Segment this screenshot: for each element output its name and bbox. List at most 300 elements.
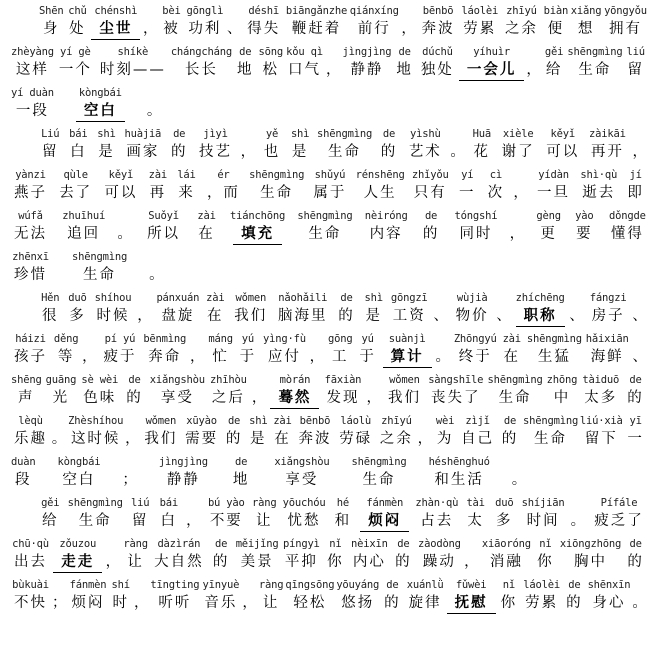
pinyin: de bbox=[386, 579, 399, 591]
hanzi: 终于 bbox=[458, 349, 492, 365]
annotated-word bbox=[522, 579, 561, 613]
hanzi: 、 bbox=[632, 349, 647, 365]
pinyin: yōuyáng bbox=[336, 579, 380, 591]
annotated-word bbox=[310, 169, 349, 203]
pinyin: fāxiàn bbox=[324, 374, 362, 386]
annotated-word bbox=[560, 538, 621, 572]
hanzi: 一旦 bbox=[537, 185, 571, 201]
annotated-word bbox=[143, 333, 186, 367]
hanzi: 是 bbox=[98, 144, 115, 160]
hanzi: 海鲜 bbox=[590, 349, 624, 365]
annotated-word bbox=[356, 333, 379, 367]
pinyin: yīnyuè bbox=[202, 579, 240, 591]
annotated-word bbox=[624, 169, 647, 203]
pinyin: gěi bbox=[41, 497, 60, 509]
hanzi: 生命 bbox=[328, 144, 362, 160]
pinyin: yōngyǒu bbox=[604, 5, 647, 17]
hanzi: 。 bbox=[51, 431, 67, 447]
hanzi: 我们 bbox=[387, 390, 421, 406]
hanzi: ， bbox=[513, 185, 528, 201]
punctuation bbox=[450, 128, 465, 162]
pinyin: shēng bbox=[11, 374, 42, 386]
annotated-word bbox=[185, 5, 224, 39]
pinyin: Huā bbox=[472, 128, 491, 140]
pinyin: sàngshīle bbox=[428, 374, 484, 386]
pinyin: shēngmìng bbox=[526, 333, 582, 345]
annotated-word bbox=[259, 579, 284, 613]
punctuation bbox=[134, 579, 149, 613]
pinyin: wǒmen bbox=[145, 415, 177, 427]
underlined-word bbox=[230, 210, 285, 245]
hanzi: ， bbox=[105, 554, 121, 570]
pinyin: bēnbō bbox=[299, 415, 331, 427]
punctuation bbox=[242, 579, 257, 613]
hanzi: 所以 bbox=[147, 226, 181, 242]
pinyin: biàn bbox=[543, 5, 569, 17]
hanzi: 。 bbox=[435, 349, 450, 365]
hanzi: 技艺 bbox=[199, 144, 233, 160]
hanzi: 长长 bbox=[184, 62, 218, 78]
punctuation bbox=[366, 374, 381, 408]
pinyin: bèi bbox=[162, 5, 181, 17]
annotated-word bbox=[573, 210, 596, 244]
hanzi: ， bbox=[240, 144, 256, 160]
pinyin: shíhou bbox=[94, 292, 132, 304]
annotated-word bbox=[129, 497, 152, 531]
hanzi: 丧失了 bbox=[431, 390, 481, 406]
pinyin: měijǐng bbox=[235, 538, 279, 550]
hanzi: 于 bbox=[239, 349, 257, 365]
hanzi: 留 bbox=[131, 513, 149, 529]
annotated-word bbox=[624, 46, 647, 80]
hanzi: 疲乏了 bbox=[594, 513, 644, 529]
pinyin: hǎixiān bbox=[585, 333, 629, 345]
annotated-word bbox=[406, 579, 445, 613]
hanzi: 去了 bbox=[59, 185, 93, 201]
pinyin: zhuīhuí bbox=[62, 210, 106, 222]
pinyin: wúfǎ bbox=[18, 210, 43, 222]
hanzi: 白 bbox=[70, 144, 87, 160]
pinyin: fángzi bbox=[589, 292, 627, 304]
hanzi: 时间 bbox=[526, 513, 560, 529]
pinyin: yìng·fù bbox=[262, 333, 306, 345]
annotated-word bbox=[100, 333, 139, 367]
pinyin: bú yào bbox=[207, 497, 245, 509]
annotated-word bbox=[418, 46, 457, 80]
text-line bbox=[11, 287, 647, 328]
pinyin: yí bbox=[461, 169, 474, 181]
hanzi: 消融 bbox=[489, 554, 523, 570]
annotated-word bbox=[244, 5, 283, 39]
hanzi: 静静 bbox=[350, 62, 384, 78]
hanzi: 一 bbox=[627, 431, 644, 447]
annotated-word bbox=[68, 415, 124, 449]
text-line bbox=[11, 410, 647, 451]
annotated-word bbox=[377, 415, 416, 449]
underlined-word bbox=[459, 46, 525, 81]
pinyin: shí bbox=[111, 579, 130, 591]
hanzi: 空白 bbox=[76, 102, 125, 122]
pinyin: duō bbox=[495, 497, 514, 509]
hanzi: 脑海里 bbox=[278, 308, 328, 324]
annotated-word bbox=[608, 210, 647, 244]
hanzi: 次 bbox=[487, 185, 505, 201]
annotated-word bbox=[336, 579, 379, 613]
hanzi: 。 bbox=[511, 472, 527, 488]
annotated-word bbox=[195, 210, 218, 244]
hanzi: 时刻—— bbox=[99, 62, 166, 78]
text-line bbox=[11, 369, 647, 410]
pinyin: shēngmìng bbox=[567, 46, 623, 58]
pinyin: duàn bbox=[11, 456, 36, 468]
underlined-word bbox=[447, 579, 496, 614]
annotated-word bbox=[571, 5, 602, 39]
annotated-word bbox=[11, 210, 50, 244]
pinyin: liú bbox=[626, 46, 645, 58]
text-line bbox=[11, 328, 647, 369]
pinyin: shíkè bbox=[117, 46, 149, 58]
pinyin: fǔwèi bbox=[455, 579, 487, 591]
pinyin: shēngmìng bbox=[351, 456, 407, 468]
annotated-word bbox=[406, 128, 445, 162]
hanzi: 忧愁 bbox=[287, 513, 321, 529]
hanzi: 这样 bbox=[15, 62, 49, 78]
annotated-word bbox=[411, 169, 450, 203]
hanzi: 生命 bbox=[83, 267, 117, 283]
annotated-word bbox=[66, 292, 89, 326]
pinyin: nǐ bbox=[539, 538, 552, 550]
hanzi: 的 bbox=[627, 390, 644, 406]
pinyin: chénshì bbox=[94, 5, 138, 17]
hanzi: 功利 bbox=[188, 21, 222, 37]
hanzi: 这时候 bbox=[70, 431, 121, 447]
pinyin: gèng bbox=[536, 210, 561, 222]
pinyin: xiǎng bbox=[570, 5, 602, 17]
punctuation bbox=[52, 579, 67, 613]
annotated-word bbox=[471, 128, 494, 162]
hanzi: ； bbox=[122, 472, 137, 488]
pinyin: zhīyú bbox=[381, 415, 412, 427]
hanzi: ， bbox=[366, 390, 381, 406]
hanzi: ， bbox=[401, 21, 416, 37]
annotated-word bbox=[237, 333, 260, 367]
hanzi: 松 bbox=[262, 62, 279, 78]
hanzi: 轻松 bbox=[293, 595, 327, 611]
pinyin: lái bbox=[177, 169, 196, 181]
annotated-word bbox=[415, 497, 458, 531]
hanzi: 是 bbox=[291, 144, 309, 160]
pinyin: shǔyú bbox=[314, 169, 346, 181]
hanzi: 音乐 bbox=[204, 595, 238, 611]
pinyin: de bbox=[128, 374, 141, 386]
hanzi: 、 bbox=[632, 308, 647, 324]
hanzi: 懂得 bbox=[610, 226, 644, 242]
annotated-word bbox=[11, 87, 54, 121]
annotated-word bbox=[342, 46, 391, 80]
pinyin: rénshēng bbox=[355, 169, 405, 181]
hanzi: 占去 bbox=[420, 513, 454, 529]
pinyin: yú bbox=[241, 333, 255, 345]
underlined-word bbox=[91, 5, 140, 40]
punctuation bbox=[149, 251, 164, 285]
hanzi: ， bbox=[464, 554, 479, 570]
annotated-word bbox=[283, 497, 326, 531]
hanzi: 抚慰 bbox=[447, 594, 496, 614]
hanzi: 尘世 bbox=[91, 20, 140, 40]
pinyin: Liú bbox=[41, 128, 60, 140]
hanzi: 让 bbox=[127, 554, 144, 570]
hanzi: 美景 bbox=[240, 554, 274, 570]
pinyin: dǒngde bbox=[608, 210, 646, 222]
pinyin: duō bbox=[68, 292, 87, 304]
annotated-word bbox=[158, 497, 181, 531]
pinyin: shì bbox=[364, 292, 383, 304]
hanzi: 无法 bbox=[14, 226, 47, 242]
hanzi: 填充 bbox=[233, 225, 282, 245]
pinyin: nèiróng bbox=[364, 210, 408, 222]
pinyin: gōngzī bbox=[390, 292, 428, 304]
hanzi: 。 bbox=[570, 513, 586, 529]
hanzi: 一个 bbox=[58, 62, 92, 78]
annotated-word bbox=[160, 5, 183, 39]
annotated-word bbox=[151, 538, 207, 572]
hanzi: 一会儿 bbox=[459, 61, 525, 81]
annotated-word bbox=[534, 538, 557, 572]
pinyin: chángcháng bbox=[170, 46, 233, 58]
annotated-word bbox=[261, 128, 284, 162]
annotated-word bbox=[378, 128, 401, 162]
annotated-word bbox=[252, 497, 277, 531]
hanzi: ， bbox=[251, 390, 267, 406]
hanzi: 房子 bbox=[591, 308, 625, 324]
pinyin: kòngbái bbox=[78, 87, 122, 99]
annotated-word bbox=[428, 374, 484, 408]
hanzi: 前行 bbox=[357, 21, 391, 37]
pinyin: zài bbox=[502, 333, 521, 345]
annotated-word bbox=[58, 456, 101, 490]
hanzi: 留 bbox=[42, 144, 59, 160]
annotated-word bbox=[39, 292, 62, 326]
hanzi: 。 bbox=[146, 103, 162, 119]
hanzi: 生命 bbox=[498, 390, 532, 406]
hanzi: 和 bbox=[334, 513, 352, 529]
annotated-word bbox=[591, 497, 647, 531]
annotated-word bbox=[201, 579, 240, 613]
punctuation bbox=[241, 128, 256, 162]
annotated-word bbox=[11, 251, 50, 285]
annotated-word bbox=[274, 456, 329, 490]
annotated-word bbox=[11, 374, 42, 408]
pinyin: ràng bbox=[123, 538, 148, 550]
pinyin: píngyì bbox=[282, 538, 320, 550]
annotated-word bbox=[223, 415, 246, 449]
pinyin: huàjiā bbox=[124, 128, 162, 140]
pinyin: gōng bbox=[328, 333, 353, 345]
pinyin: de bbox=[398, 46, 411, 58]
pinyin: hé bbox=[336, 497, 349, 509]
annotated-word bbox=[523, 415, 578, 449]
hanzi: 疲于 bbox=[103, 349, 137, 365]
hanzi: 不快 bbox=[14, 595, 47, 611]
pinyin: děng bbox=[53, 333, 79, 345]
pinyin: déshī bbox=[248, 5, 279, 17]
pinyin: de bbox=[397, 538, 410, 550]
hanzi: 属于 bbox=[313, 185, 347, 201]
hanzi: 生命 bbox=[534, 431, 568, 447]
hanzi: 时候 bbox=[96, 308, 130, 324]
annotated-word bbox=[335, 292, 358, 326]
underlined-word bbox=[360, 497, 409, 532]
hanzi: 烦闷 bbox=[71, 595, 105, 611]
hanzi: 一段 bbox=[15, 103, 49, 119]
hanzi: 算计 bbox=[383, 348, 432, 368]
hanzi: 便 bbox=[547, 21, 565, 37]
hanzi: 地 bbox=[237, 62, 254, 78]
punctuation bbox=[526, 46, 541, 80]
pinyin: shēngmìng bbox=[249, 169, 305, 181]
annotated-word bbox=[522, 497, 565, 531]
pinyin: dúchǔ bbox=[422, 46, 453, 58]
pinyin: pánxuán bbox=[156, 292, 200, 304]
annotated-word bbox=[93, 292, 132, 326]
punctuation bbox=[227, 5, 242, 39]
pinyin: yí duàn bbox=[11, 87, 54, 99]
hanzi: 盘旋 bbox=[161, 308, 195, 324]
hanzi: ，而 bbox=[206, 185, 240, 201]
annotated-word bbox=[182, 415, 221, 449]
punctuation bbox=[418, 415, 433, 449]
annotated-word bbox=[175, 169, 198, 203]
punctuation bbox=[571, 497, 586, 531]
hanzi: ， bbox=[526, 62, 541, 78]
hanzi: 于 bbox=[359, 349, 376, 365]
hanzi: 一 bbox=[458, 185, 476, 201]
hanzi: 平抑 bbox=[284, 554, 318, 570]
punctuation bbox=[310, 333, 325, 367]
annotated-word bbox=[72, 251, 127, 285]
pinyin: de bbox=[382, 128, 396, 140]
hanzi: 时 bbox=[112, 595, 129, 611]
hanzi: 走走 bbox=[53, 553, 102, 573]
hanzi: 生命 bbox=[362, 472, 396, 488]
annotated-word bbox=[499, 415, 522, 449]
pinyin: de bbox=[629, 374, 642, 386]
hanzi: 在 bbox=[207, 308, 224, 324]
annotated-word bbox=[498, 579, 521, 613]
annotated-word bbox=[123, 128, 162, 162]
punctuation bbox=[401, 5, 416, 39]
pinyin: zài bbox=[273, 415, 292, 427]
punctuation bbox=[147, 87, 162, 121]
annotated-word bbox=[453, 292, 492, 326]
annotated-word bbox=[580, 415, 623, 449]
hanzi: 不要 bbox=[209, 513, 243, 529]
annotated-word bbox=[536, 210, 561, 244]
punctuation bbox=[464, 538, 479, 572]
pinyin: fánmèn bbox=[366, 497, 404, 509]
annotated-word bbox=[150, 579, 199, 613]
paragraph bbox=[11, 0, 647, 123]
hanzi: 的 bbox=[422, 226, 440, 242]
annotated-word bbox=[456, 169, 479, 203]
hanzi: 生命 bbox=[260, 185, 294, 201]
annotated-word bbox=[588, 128, 627, 162]
pinyin: liú·xià bbox=[579, 415, 623, 427]
underlined-word bbox=[76, 87, 125, 122]
pinyin: jìngjìng bbox=[342, 46, 392, 58]
annotated-word bbox=[419, 5, 458, 39]
hanzi: 很 bbox=[42, 308, 59, 324]
pinyin: láolèi bbox=[523, 579, 560, 591]
pinyin: liú bbox=[130, 497, 150, 509]
pinyin: qùle bbox=[63, 169, 88, 181]
pinyin: biāngǎnzhe bbox=[285, 5, 348, 17]
annotated-word bbox=[123, 374, 146, 408]
annotated-word bbox=[285, 579, 334, 613]
hanzi: 之余 bbox=[379, 431, 413, 447]
pinyin: ràng bbox=[251, 497, 277, 509]
annotated-word bbox=[381, 579, 404, 613]
pinyin: shì bbox=[290, 128, 310, 140]
pinyin: máng bbox=[208, 333, 233, 345]
annotated-word bbox=[11, 333, 50, 367]
hanzi: 奔命 bbox=[148, 349, 182, 365]
annotated-word bbox=[567, 46, 622, 80]
hanzi: 让 bbox=[255, 513, 273, 529]
annotated-word bbox=[544, 5, 569, 39]
hanzi: 乐趣 bbox=[14, 431, 47, 447]
punctuation bbox=[435, 333, 450, 367]
pinyin: bēnmìng bbox=[143, 333, 187, 345]
pinyin: yú bbox=[361, 333, 374, 345]
annotated-word bbox=[141, 415, 180, 449]
pinyin: láolù bbox=[340, 415, 371, 427]
hanzi: 劳累 bbox=[525, 595, 559, 611]
annotated-word bbox=[196, 128, 235, 162]
pinyin: pí yú bbox=[104, 333, 136, 345]
hanzi: 声 bbox=[18, 390, 35, 406]
punctuation bbox=[125, 415, 140, 449]
hanzi: 得失 bbox=[247, 21, 281, 37]
pinyin: tàiduō bbox=[582, 374, 620, 386]
hanzi: 花 bbox=[473, 144, 491, 160]
pinyin: zàikāi bbox=[588, 128, 626, 140]
pinyin: shēnxīn bbox=[587, 579, 631, 591]
text-line bbox=[11, 41, 647, 82]
punctuation bbox=[117, 210, 132, 244]
hanzi: 空白 bbox=[62, 472, 96, 488]
punctuation bbox=[106, 538, 121, 572]
annotated-word bbox=[589, 292, 628, 326]
hanzi: 我们 bbox=[144, 431, 178, 447]
annotated-word bbox=[147, 169, 170, 203]
annotated-word bbox=[455, 210, 498, 244]
text-line bbox=[11, 82, 647, 123]
pinyin: yìshù bbox=[410, 128, 441, 140]
hanzi: 我们 bbox=[234, 308, 268, 324]
hanzi: 独处 bbox=[420, 62, 454, 78]
pinyin: yí gè bbox=[60, 46, 91, 58]
hanzi: 出去 bbox=[14, 554, 47, 570]
annotated-word bbox=[263, 333, 306, 367]
hanzi: 生命 bbox=[78, 513, 112, 529]
hanzi: 之余 bbox=[504, 21, 538, 37]
pinyin: nǐ bbox=[329, 538, 342, 550]
pinyin: yào bbox=[575, 210, 594, 222]
pinyin: xiōngzhōng bbox=[559, 538, 622, 550]
hanzi: 光 bbox=[52, 390, 70, 406]
hanzi: 是 bbox=[365, 308, 382, 324]
